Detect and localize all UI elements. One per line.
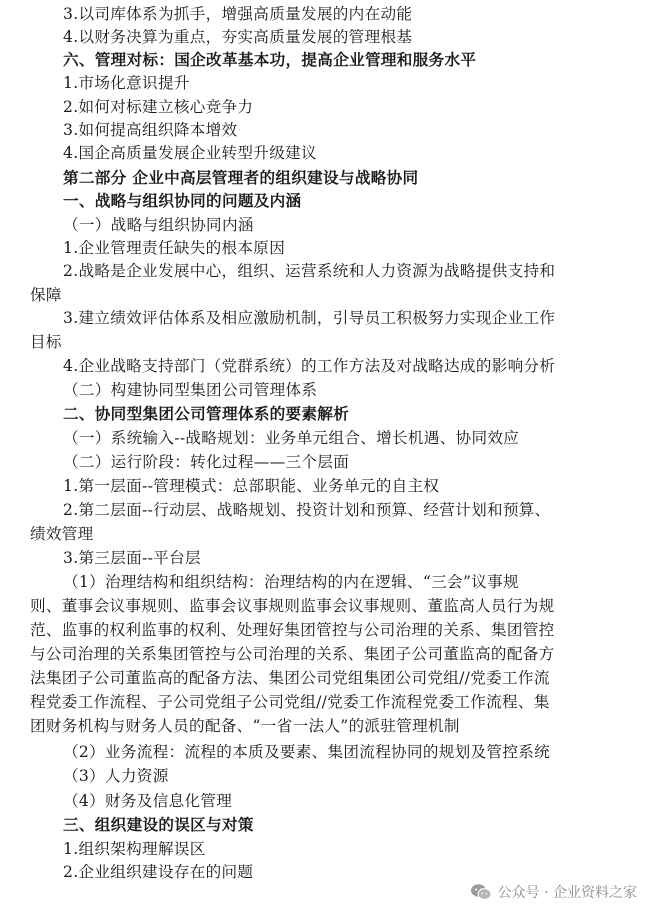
text-line: （1）治理结构和组织结构：治理结构的内在逻辑、“三会”议事规 [63, 573, 519, 591]
text-line: 2.企业组织建设存在的问题 [63, 863, 254, 881]
subsection-heading: （二）构建协同型集团公司管理体系 [63, 381, 318, 399]
text-line: 保障 [30, 286, 62, 304]
text-line: 1.组织架构理解误区 [63, 840, 206, 858]
text-line: 1.第一层面--管理模式：总部职能、业务单元的自主权 [63, 477, 440, 495]
text-line: 2.第二层面--行动层、战略规划、投资计划和预算、经营计划和预算、 [63, 501, 551, 519]
text-line: （2）业务流程：流程的本质及要素、集团流程协同的规划及管控系统 [63, 743, 551, 761]
text-line: 4.以财务决算为重点，夯实高质量发展的管理根基 [63, 28, 413, 46]
text-line: 3.建立绩效评估体系及相应激励机制，引导员工积极努力实现企业工作 [63, 309, 556, 327]
text-line: 法集团子公司董监高的配备方法、集团公司党组集团公司党组//党委工作流 [30, 669, 550, 687]
text-line: 2.如何对标建立核心竞争力 [63, 98, 254, 116]
text-line: 4.企业战略支持部门（党群系统）的工作方法及对战略达成的影响分析 [63, 357, 556, 375]
text-line: 1.市场化意识提升 [63, 74, 190, 92]
watermark [470, 882, 637, 902]
text-line: （3）人力资源 [63, 767, 169, 785]
section-heading: 二、协同型集团公司管理体系的要素解析 [63, 404, 350, 423]
text-line: 范、监事的权利监事的权利、处理好集团管控与公司治理的关系、集团管控 [30, 621, 555, 639]
section-heading: 六、管理对标：国企改革基本功，提高企业管理和服务水平 [63, 50, 477, 69]
text-line: 目标 [30, 333, 62, 351]
text-line: 团财务机构与财务人员的配备、“一省一法人”的派驻管理机制 [30, 717, 460, 735]
text-line: 4.国企高质量发展企业转型升级建议 [63, 144, 317, 162]
section-heading: 一、战略与组织协同的问题及内涵 [63, 191, 302, 210]
section-heading: 三、组织建设的误区与对策 [63, 815, 254, 834]
wechat-icon [470, 883, 492, 901]
text-line: （4）财务及信息化管理 [63, 792, 233, 810]
text-line: 3.以司库体系为抓手，增强高质量发展的内在动能 [63, 5, 413, 23]
text-line: 2.战略是企业发展中心，组织、运营系统和人力资源为战略提供支持和 [63, 262, 556, 280]
part-heading: 第二部分 企业中高层管理者的组织建设与战略协同 [63, 168, 419, 187]
subsection-heading: （二）运行阶段：转化过程——三个层面 [63, 453, 350, 471]
text-line: 程党委工作流程、子公司党组子公司党组//党委工作流程党委工作流程、集 [30, 693, 550, 711]
text-line: 与公司治理的关系集团管控与公司治理的关系、集团子公司董监高的配备方 [30, 645, 555, 663]
text-line: 1.企业管理责任缺失的根本原因 [63, 239, 286, 257]
watermark-text: 公众号 · 企业资料之家 [497, 885, 637, 901]
text-line: 3.如何提高组织降本增效 [63, 121, 238, 139]
text-line: 绩效管理 [30, 525, 94, 543]
subsection-heading: （一）系统输入--战略规划：业务单元组合、增长机遇、协同效应 [63, 429, 520, 447]
text-line: 则、董事会议事规则、监事会议事规则监事会议事规则、董监高人员行为规 [30, 597, 555, 615]
subsection-heading: （一）战略与组织协同内涵 [63, 216, 254, 234]
text-line: 3.第三层面--平台层 [63, 549, 201, 567]
